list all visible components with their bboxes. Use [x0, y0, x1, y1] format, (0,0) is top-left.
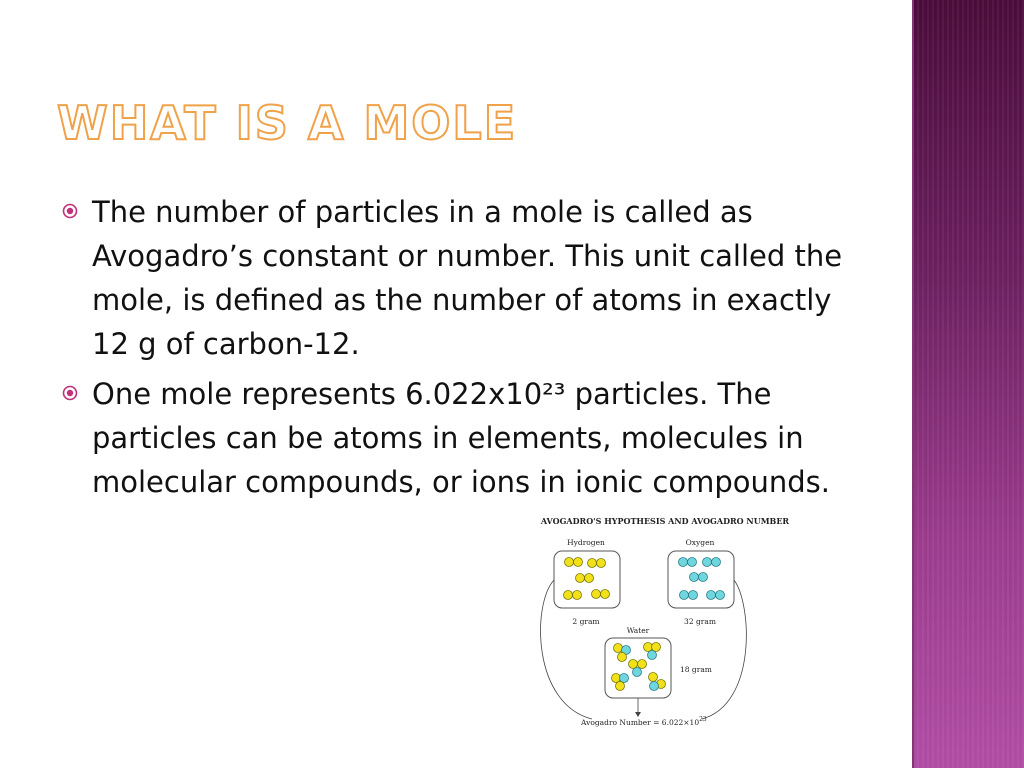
arrow-hydrogen — [541, 580, 592, 719]
arrow-oxygen — [702, 580, 746, 719]
water-label: Water — [626, 626, 650, 635]
bullet-item — [62, 372, 862, 504]
decorative-side-band — [912, 0, 1024, 768]
oxygen-molecules — [679, 558, 725, 600]
bullet-list — [62, 190, 862, 510]
hydrogen-label: Hydrogen — [567, 538, 605, 547]
bullet-text: The number of particles in a mole is called as Avogadro’s constant or number. This unit called the mole, is defined as the number of atoms in exactly 12 g of carbon-12. — [92, 195, 843, 361]
water-molecules — [612, 643, 666, 691]
oxygen-mass: 32 gram — [684, 617, 716, 626]
avogadro-number-exponent: 23 — [699, 716, 707, 723]
slide-title: WHAT IS A MOLE — [57, 96, 518, 150]
bullet-text: One mole represents 6.022x10²³ particles. The particles can be atoms in elements, molecules in molecular compounds, or ions in ionic compounds. — [92, 377, 831, 499]
avogadro-diagram — [512, 514, 818, 734]
bullet-marker-icon — [62, 385, 78, 401]
oxygen-label: Oxygen — [685, 538, 715, 547]
water-mass: 18 gram — [680, 665, 712, 674]
diagram-heading: AVOGADRO'S HYPOTHESIS AND AVOGADRO NUMBER — [540, 516, 790, 526]
avogadro-number-text: Avogadro Number = 6.022×10 — [581, 718, 700, 727]
hydrogen-mass: 2 gram — [572, 617, 600, 626]
hydrogen-molecules — [564, 558, 610, 600]
bullet-item — [62, 190, 862, 366]
avogadro-number — [580, 716, 707, 727]
bullet-marker-icon — [62, 203, 78, 219]
